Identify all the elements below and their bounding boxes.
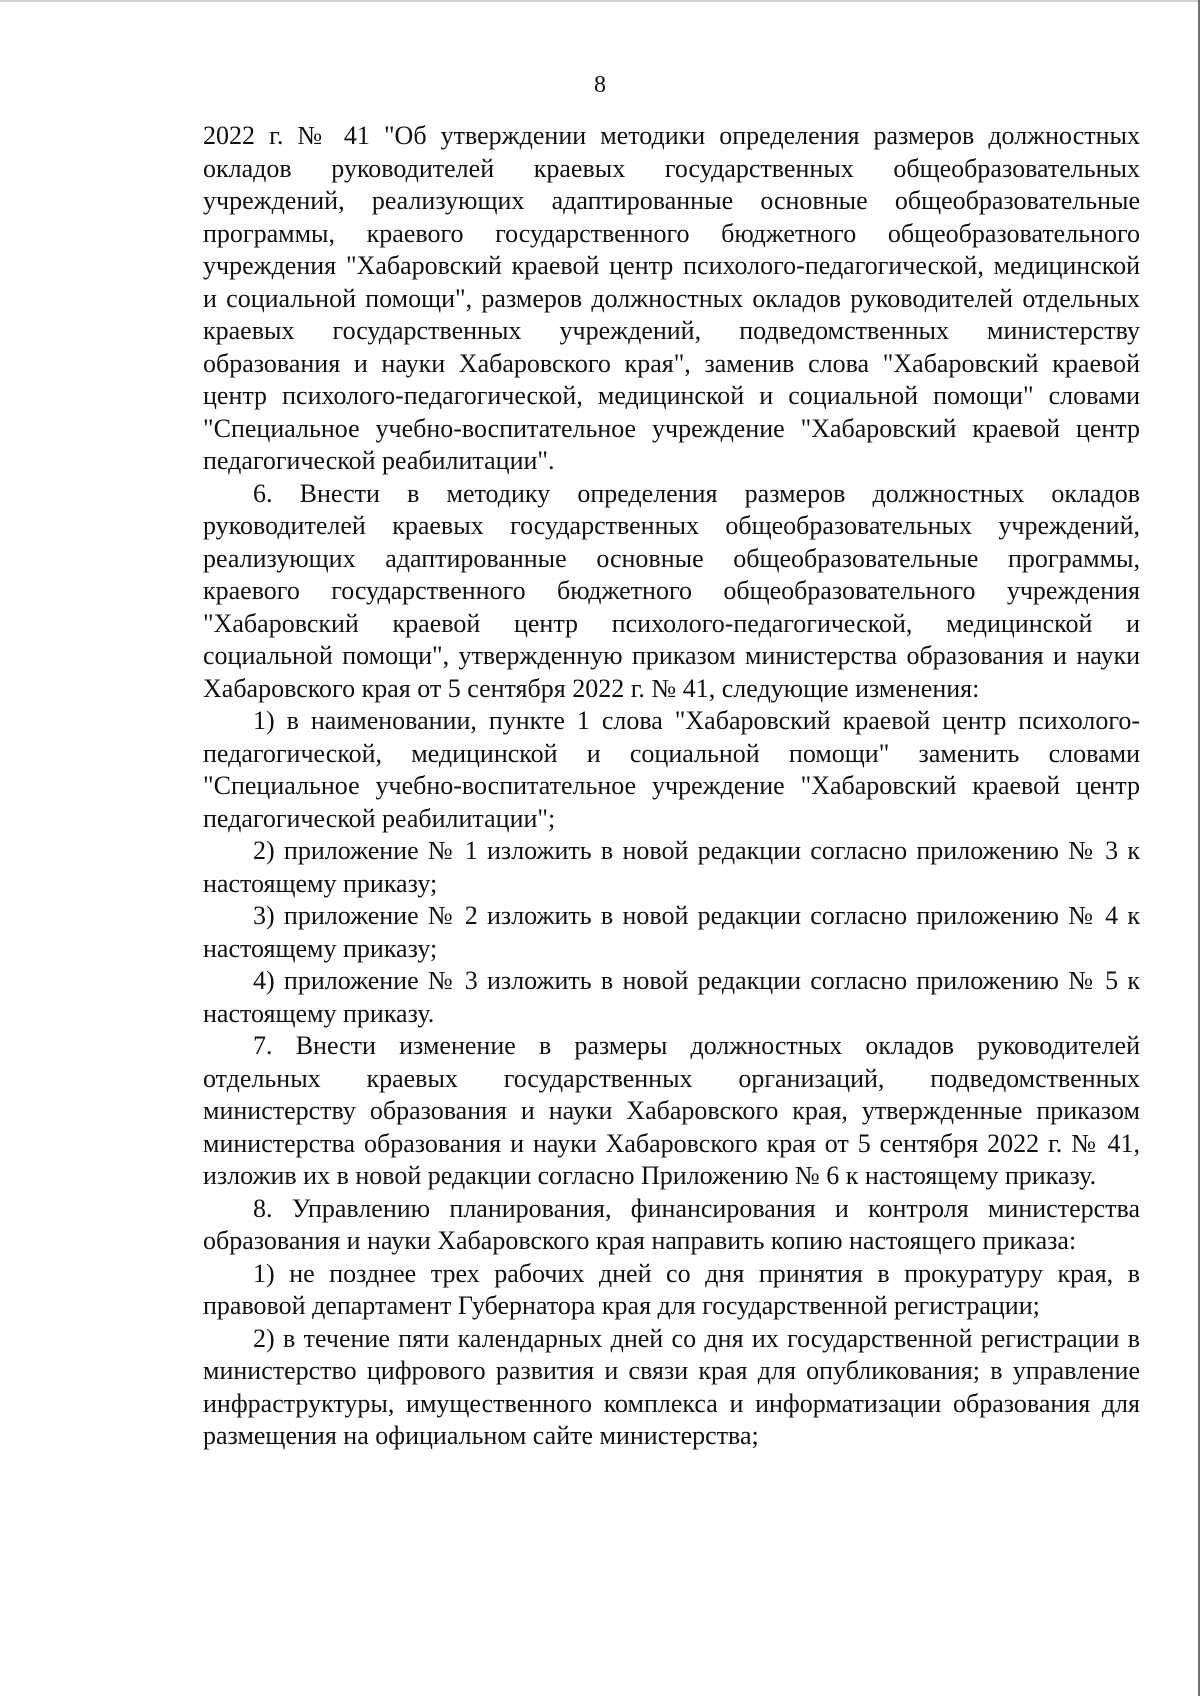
subitem-8-2: 2) в течение пяти календарных дней со дня их государственной регистрации в министерство цифрового развития и связи края для опубликования; в управление инфраструктуры, имущественного комплекса и информатизации образования для размещения на официальном сайте министерства; <box>203 1323 1140 1450</box>
document-body <box>203 120 1140 1453</box>
subitem-6-4: 4) приложение № 3 изложить в новой редакции согласно приложению № 5 к настоящему приказу. <box>203 966 1140 1028</box>
paragraph-item-7: 7. Внести изменение в размеры должностных окладов руководителей отдельных краевых государственных организаций, подведомственных министерству образования и науки Хабаровского края, утвержденные приказом министерства образования и науки Хабаровского края от 5 сентября 2022 г. № 41, изложив их в новой редакции согласно Приложению № 6 к настоящему приказу. <box>203 1031 1140 1190</box>
paragraph-continuation: 2022 г. № 41 "Об утверждении методики определения размеров должностных окладов руководителей краевых государственных общеобразовательных учреждений, реализующих адаптированные основные общеобразовательные программы, краевого государственного бюджетного общеобразовательного учреждения "Хабаровский краевой центр психолого-педагогической, медицинской и социальной помощи", размеров должностных окладов руководителей отдельных краевых государственных учреждений, подведомственных министерству образования и науки Хабаровского края", заменив слова "Хабаровский краевой центр психолого-педагогической, медицинской и социальной помощи" словами "Специальное учебно-воспитательное учреждение "Хабаровский краевой центр педагогической реабилитации". <box>203 121 1140 475</box>
subitem-8-1: 1) не позднее трех рабочих дней со дня принятия в прокуратуру края, в правовой департамент Губернатора края для государственной регистрации; <box>203 1258 1140 1320</box>
scan-top-edge <box>0 0 1200 2</box>
page-number: 8 <box>594 72 606 98</box>
paragraph-item-6: 6. Внести в методику определения размеров должностных окладов руководителей краевых государственных общеобразовательных учреждений, реализующих адаптированные основные общеобразовательные программы, краевого государственного бюджетного общеобразовательного учреждения "Хабаровский краевой центр психолого-педагогической, медицинской и социальной помощи", утвержденную приказом министерства образования и науки Хабаровского края от 5 сентября 2022 г. № 41, следующие изменения: <box>203 478 1140 703</box>
subitem-6-2: 2) приложение № 1 изложить в новой редакции согласно приложению № 3 к настоящему приказу; <box>203 836 1140 898</box>
subitem-6-1: 1) в наименовании, пункте 1 слова "Хабаровский краевой центр психолого-педагогической, медицинской и социальной помощи" заменить словами "Специальное учебно-воспитательное учреждение "Хабаровский краевой центр педагогической реабилитации"; <box>203 706 1140 833</box>
paragraph-item-8: 8. Управлению планирования, финансирования и контроля министерства образования и науки Хабаровского края направить копию настоящего приказа: <box>203 1193 1140 1255</box>
subitem-6-3: 3) приложение № 2 изложить в новой редакции согласно приложению № 4 к настоящему приказу; <box>203 901 1140 963</box>
